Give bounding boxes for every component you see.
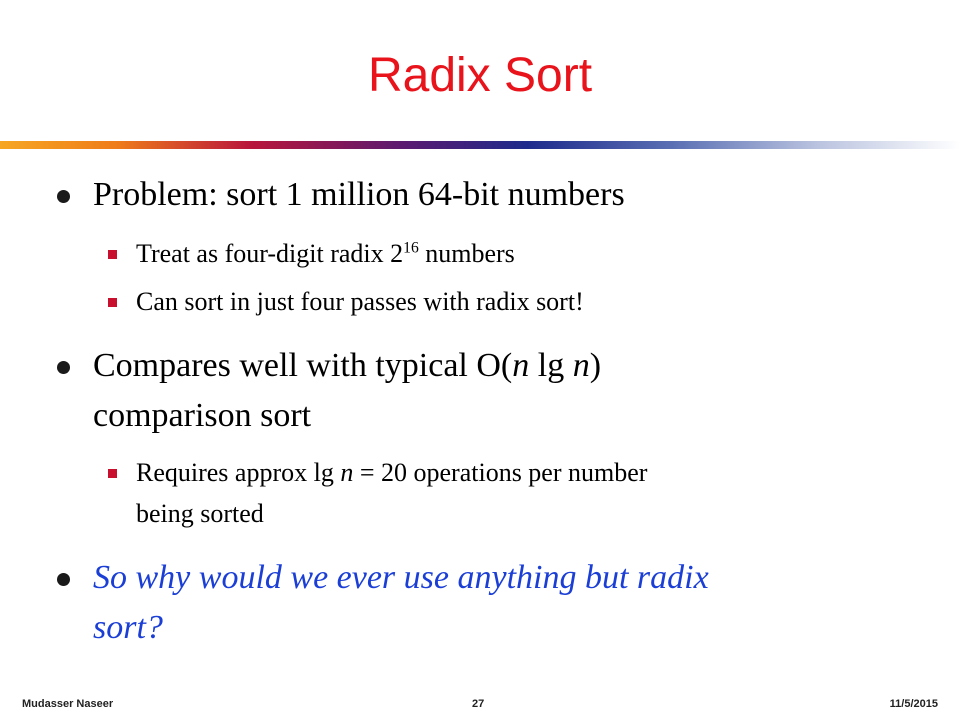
exponent: 16	[403, 239, 419, 257]
bullet-text-end: )	[589, 347, 602, 384]
sub-bullet-requires	[136, 455, 647, 491]
slide-title: Radix Sort	[367, 49, 593, 102]
bullet-compares	[93, 344, 601, 388]
sub-bullet-text: being sorted	[136, 499, 264, 528]
sub-bullet-text-end: = 20 operations per number	[353, 458, 648, 487]
bullet-text: Compares well with typical O(	[93, 347, 513, 384]
footer-page-number: 27	[472, 698, 485, 710]
sub-bullet-text: Can sort in just four passes with radix sort!	[136, 287, 584, 316]
sub-bullet-text: Requires approx lg	[136, 458, 341, 487]
bullet-question	[93, 556, 709, 600]
footer-author: Mudasser Naseer	[22, 698, 114, 710]
bullet-dot-icon	[57, 361, 70, 374]
sub-bullet-radix	[136, 236, 515, 272]
square-bullet-icon	[108, 469, 117, 478]
bullet-text: comparison sort	[93, 397, 312, 434]
bullet-text: sort?	[93, 609, 163, 646]
sub-bullet-text: Treat as four-digit radix 2	[136, 239, 404, 268]
bullet-problem	[93, 173, 625, 217]
bullet-question-line2	[93, 606, 163, 650]
bullet-compares-line2	[93, 394, 311, 438]
bullet-text-mid: lg	[529, 347, 573, 384]
variable-n: n	[512, 347, 530, 384]
bullet-text: Problem: sort 1 million 64-bit numbers	[93, 176, 625, 213]
bullet-dot-icon	[57, 573, 70, 586]
bullet-dot-icon	[57, 190, 70, 203]
variable-n: n	[572, 347, 590, 384]
variable-n: n	[340, 458, 354, 487]
square-bullet-icon	[108, 250, 117, 259]
square-bullet-icon	[108, 298, 117, 307]
sub-bullet-text-end: numbers	[418, 239, 515, 268]
sub-bullet-passes	[136, 284, 584, 320]
footer-date: 11/5/2015	[889, 698, 938, 710]
bullet-text: So why would we ever use anything but radix	[93, 559, 709, 596]
sub-bullet-requires-line2	[136, 496, 264, 532]
